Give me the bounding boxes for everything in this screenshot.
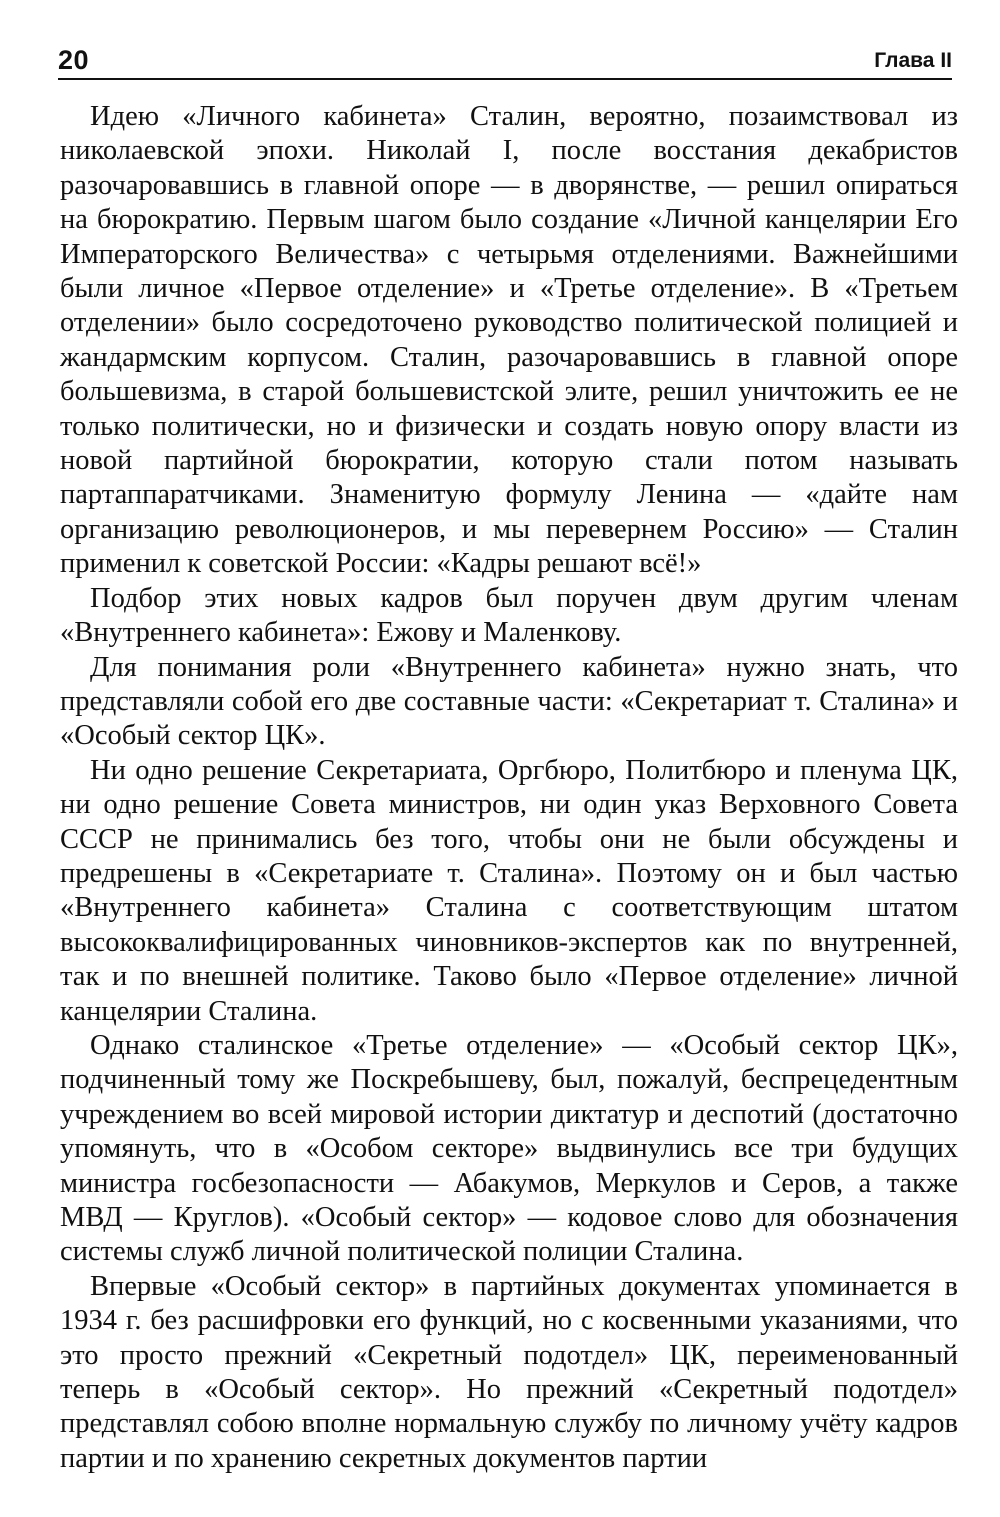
body-text [60, 100, 958, 1476]
page-number: 20 [58, 45, 90, 75]
paragraph: Однако сталинское «Третье отделение» — «Особый сектор ЦК», подчиненный тому же Поскребышеву, был, пожалуй, беспрецедентным учреждением во всей мировой истории диктатур и деспотий (достаточно упомянуть, что в «Особом секторе» выдвинулись все три будущих министра госбезопасности — Абакумов, Меркулов и Серов, а также МВД — Круглов). «Особый сектор» — кодовое слово для обозначения системы служб личной политической полиции Сталина. [60, 1029, 958, 1268]
paragraph: Ни одно решение Секретариата, Оргбюро, Политбюро и пленума ЦК, ни одно решение Совета министров, ни один указ Верховного Совета СССР не принимались без того, чтобы они не были обсуждены и предрешены в «Секретариате т. Сталина». Поэтому он и был частью «Внутреннего кабинета» Сталина с соответствующим штатом высококвалифицированных чиновников-экспертов как по внутренней, так и по внешней политике. Таково было «Первое отделение» личной канцелярии Сталина. [60, 754, 958, 1027]
chapter-title: Глава II [874, 49, 952, 72]
paragraph: Идею «Личного кабинета» Сталин, вероятно, позаимствовал из николаевской эпохи. Николай I, после восстания декабристов разочаровавшись в главной опоре — в дворянстве, — решил опираться на бюрократию. Первым шагом было создание «Личной канцелярии Его Императорского Величества» с четырьмя отделениями. Важнейшими были личное «Первое отделение» и «Третье отделение». В «Третьем отделении» было сосредоточено руководство политической полицией и жандармским корпусом. Сталин, разочаровавшись в главной опоре большевизма, в старой большевистской элите, решил уничтожить ее не только политически, но и физически и создать новую опору власти из новой партийной бюрократии, которую стали потом называть партаппаратчиками. Знаменитую формулу Ленина — «дайте нам организацию революционеров, и мы перевернем Россию» — Сталин применил к советской России: «Кадры решают всё!» [60, 101, 958, 580]
paragraph: Подбор этих новых кадров был поручен двум другим членам «Внутреннего кабинета»: Ежову и Маленкову. [60, 582, 958, 649]
paragraph: Для понимания роли «Внутреннего кабинета» нужно знать, что представляли собой его две составные части: «Секретариат т. Сталина» и «Особый сектор ЦК». [60, 651, 958, 752]
running-header [58, 40, 952, 80]
paragraph: Впервые «Особый сектор» в партийных документах упоминается в 1934 г. без расшифровки его функций, но с косвенными указаниями, что это просто прежний «Секретный подотдел» ЦК, переименованный теперь в «Особый сектор». Но прежний «Секретный подотдел» представлял собою вполне нормальную службу по личному учёту кадров партии и по хранению секретных документов партии [60, 1270, 958, 1474]
